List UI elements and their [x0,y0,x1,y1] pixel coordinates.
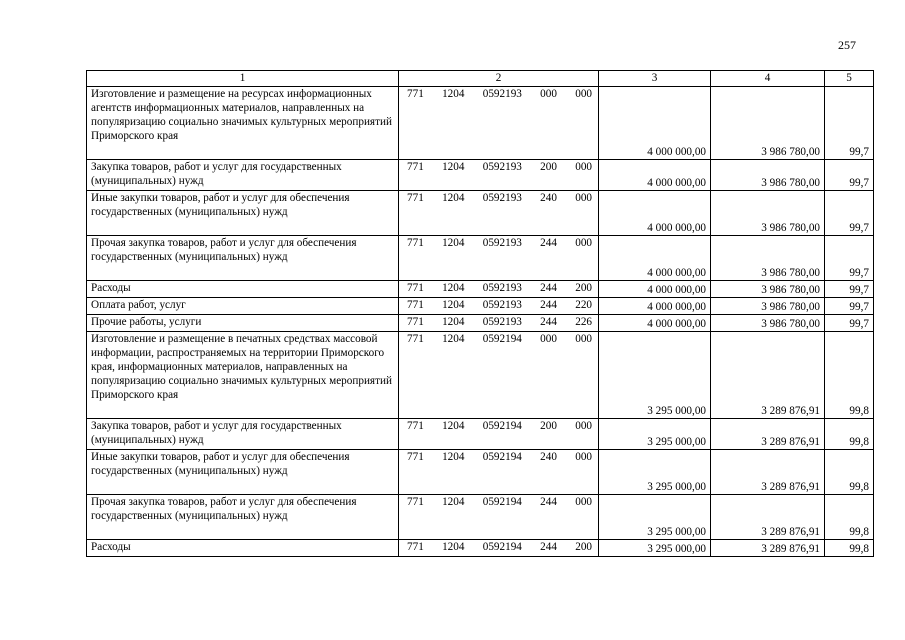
row-codes [399,191,599,236]
row-codes [399,236,599,281]
section-code: 1204 [442,451,465,463]
article-code: 0592193 [482,161,522,173]
planned-amount: 4 000 000,00 [599,191,711,236]
table-row [87,315,874,332]
kosgu-code: 000 [575,237,592,249]
execution-percent: 99,7 [825,281,874,298]
section-code: 1204 [442,333,465,345]
table-row [87,495,874,540]
row-name: Прочая закупка товаров, работ и услуг для обеспечения государственных (муниципальных) нужд [87,495,399,540]
actual-amount: 3 289 876,91 [711,540,825,557]
article-code: 0592194 [482,496,522,508]
table-row [87,87,874,160]
kosgu-code: 200 [575,282,592,294]
planned-amount: 3 295 000,00 [599,332,711,419]
planned-amount: 3 295 000,00 [599,419,711,450]
table-row [87,540,874,557]
table-row [87,298,874,315]
row-codes [399,87,599,160]
execution-percent: 99,8 [825,540,874,557]
expense-type-code: 244 [540,316,557,328]
execution-percent: 99,7 [825,191,874,236]
table-row [87,281,874,298]
article-code: 0592194 [482,541,522,553]
table-row [87,191,874,236]
actual-amount: 3 986 780,00 [711,281,825,298]
ministry-code: 771 [407,299,424,311]
ministry-code: 771 [407,496,424,508]
article-code: 0592193 [482,282,522,294]
section-code: 1204 [442,237,465,249]
table-row [87,332,874,419]
execution-percent: 99,8 [825,495,874,540]
actual-amount: 3 289 876,91 [711,419,825,450]
planned-amount: 3 295 000,00 [599,450,711,495]
section-code: 1204 [442,88,465,100]
header-col-3: 3 [599,71,711,87]
planned-amount: 4 000 000,00 [599,236,711,281]
section-code: 1204 [442,161,465,173]
article-code: 0592194 [482,333,522,345]
kosgu-code: 226 [575,316,592,328]
kosgu-code: 000 [575,451,592,463]
row-name: Прочая закупка товаров, работ и услуг для обеспечения государственных (муниципальных) нужд [87,236,399,281]
planned-amount: 4 000 000,00 [599,87,711,160]
row-codes [399,419,599,450]
table-row [87,160,874,191]
expense-type-code: 244 [540,541,557,553]
kosgu-code: 000 [575,333,592,345]
expense-type-code: 200 [540,161,557,173]
article-code: 0592193 [482,88,522,100]
header-col-5: 5 [825,71,874,87]
header-col-1: 1 [87,71,399,87]
execution-percent: 99,8 [825,450,874,495]
planned-amount: 4 000 000,00 [599,281,711,298]
actual-amount: 3 986 780,00 [711,160,825,191]
expense-type-code: 244 [540,237,557,249]
row-codes [399,450,599,495]
row-name: Прочие работы, услуги [87,315,399,332]
actual-amount: 3 986 780,00 [711,315,825,332]
page-number: 257 [838,38,856,52]
expense-type-code: 000 [540,88,557,100]
row-codes [399,540,599,557]
table-row [87,236,874,281]
section-code: 1204 [442,282,465,294]
row-codes [399,298,599,315]
kosgu-code: 000 [575,88,592,100]
planned-amount: 4 000 000,00 [599,160,711,191]
row-name: Иные закупки товаров, работ и услуг для обеспечения государственных (муниципальных) нужд [87,450,399,495]
execution-percent: 99,8 [825,419,874,450]
actual-amount: 3 289 876,91 [711,450,825,495]
row-name: Закупка товаров, работ и услуг для государственных (муниципальных) нужд [87,160,399,191]
ministry-code: 771 [407,282,424,294]
kosgu-code: 220 [575,299,592,311]
row-name: Изготовление и размещение на ресурсах информационных агентств информационных материалов, направленных на популяризацию социально значимых культурных мероприятий Приморского края [87,87,399,160]
section-code: 1204 [442,299,465,311]
budget-table-body [87,71,874,557]
ministry-code: 771 [407,316,424,328]
actual-amount: 3 986 780,00 [711,236,825,281]
section-code: 1204 [442,541,465,553]
section-code: 1204 [442,192,465,204]
section-code: 1204 [442,496,465,508]
execution-percent: 99,7 [825,236,874,281]
row-name: Закупка товаров, работ и услуг для государственных (муниципальных) нужд [87,419,399,450]
ministry-code: 771 [407,333,424,345]
expense-type-code: 000 [540,333,557,345]
budget-table [86,70,874,557]
expense-type-code: 244 [540,299,557,311]
article-code: 0592193 [482,299,522,311]
planned-amount: 3 295 000,00 [599,540,711,557]
execution-percent: 99,7 [825,160,874,191]
planned-amount: 4 000 000,00 [599,315,711,332]
ministry-code: 771 [407,541,424,553]
actual-amount: 3 986 780,00 [711,191,825,236]
header-col-2: 2 [399,71,599,87]
table-row [87,450,874,495]
expense-type-code: 244 [540,496,557,508]
article-code: 0592193 [482,192,522,204]
ministry-code: 771 [407,192,424,204]
row-name: Расходы [87,281,399,298]
row-codes [399,160,599,191]
row-name: Иные закупки товаров, работ и услуг для обеспечения государственных (муниципальных) нужд [87,191,399,236]
row-codes [399,281,599,298]
ministry-code: 771 [407,451,424,463]
kosgu-code: 000 [575,420,592,432]
ministry-code: 771 [407,420,424,432]
ministry-code: 771 [407,88,424,100]
planned-amount: 3 295 000,00 [599,495,711,540]
article-code: 0592194 [482,420,522,432]
table-row [87,419,874,450]
header-col-4: 4 [711,71,825,87]
ministry-code: 771 [407,237,424,249]
kosgu-code: 200 [575,541,592,553]
kosgu-code: 000 [575,192,592,204]
actual-amount: 3 986 780,00 [711,87,825,160]
section-code: 1204 [442,316,465,328]
expense-type-code: 244 [540,282,557,294]
actual-amount: 3 986 780,00 [711,298,825,315]
actual-amount: 3 289 876,91 [711,495,825,540]
header-row [87,71,874,87]
row-name: Оплата работ, услуг [87,298,399,315]
row-name: Изготовление и размещение в печатных средствах массовой информации, распространяемых на территории Приморского края, информационных материалов, направленных на популяризацию социально значимых культурных мероприятий Приморского края [87,332,399,419]
article-code: 0592193 [482,316,522,328]
kosgu-code: 000 [575,496,592,508]
ministry-code: 771 [407,161,424,173]
execution-percent: 99,7 [825,298,874,315]
planned-amount: 4 000 000,00 [599,298,711,315]
article-code: 0592193 [482,237,522,249]
expense-type-code: 200 [540,420,557,432]
kosgu-code: 000 [575,161,592,173]
row-codes [399,315,599,332]
expense-type-code: 240 [540,451,557,463]
execution-percent: 99,7 [825,315,874,332]
execution-percent: 99,8 [825,332,874,419]
row-name: Расходы [87,540,399,557]
actual-amount: 3 289 876,91 [711,332,825,419]
row-codes [399,495,599,540]
expense-type-code: 240 [540,192,557,204]
section-code: 1204 [442,420,465,432]
execution-percent: 99,7 [825,87,874,160]
article-code: 0592194 [482,451,522,463]
row-codes [399,332,599,419]
